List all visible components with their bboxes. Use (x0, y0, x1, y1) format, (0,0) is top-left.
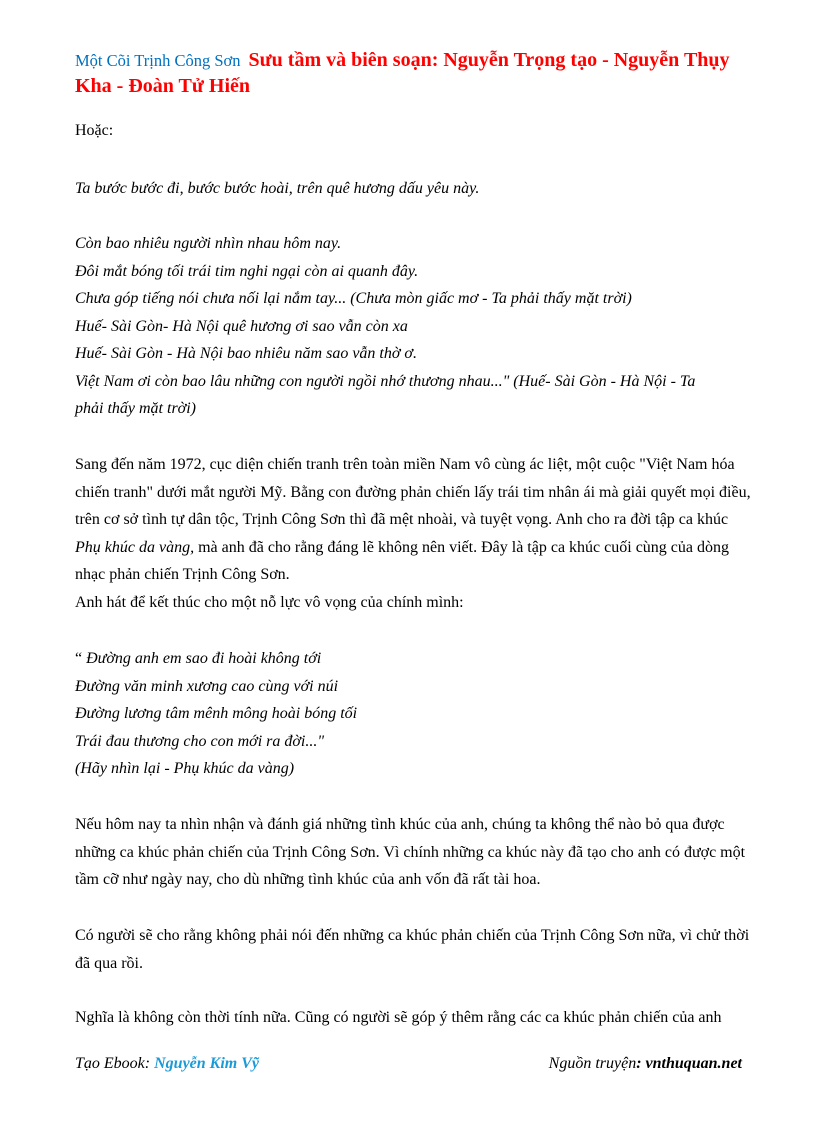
paragraph-text (75, 451, 755, 589)
paragraph-hoac (75, 117, 755, 145)
paragraph-5 (75, 1004, 755, 1032)
paragraph-text: Nghĩa là không còn thời tính nữa. Cũng có người sẽ góp ý thêm rằng các ca khúc phản chiến của anh (75, 1009, 722, 1026)
lyric-block-1 (75, 175, 755, 203)
lyric-text: Đường anh em sao đi hoài không tới (86, 650, 322, 667)
page-footer (75, 1055, 742, 1073)
paragraph-1972 (75, 451, 755, 616)
source-sep: : (636, 1055, 646, 1072)
lyric-line: (Hãy nhìn lại - Phụ khúc da vàng) (75, 760, 295, 777)
lyric-line: Huế- Sài Gòn - Hà Nội bao nhiêu năm sao vẫn thờ ơ. (75, 345, 417, 362)
ebook-sep: : (144, 1055, 155, 1072)
lyric-line: Huế- Sài Gòn- Hà Nội quê hương ơi sao vẫn còn xa (75, 317, 408, 335)
hoac-text: Hoặc: (75, 122, 114, 139)
paragraph-3 (75, 811, 755, 894)
para1-part-b: mà anh đã cho rằng đáng lẽ không nên viết. Đây là tập ca khúc cuối cùng của dòng nhạc phản chiến Trịnh Công Sơn. (75, 538, 730, 583)
paragraph-text: Anh hát để kết thúc cho một nỗ lực vô vọng của chính mình: (75, 593, 464, 611)
lyric-block-2 (75, 230, 755, 423)
lyric-line: Ta bước bước đi, bước bước hoài, trên quê hương dấu yêu này. (75, 180, 480, 197)
lyric-line: Đường lương tâm mênh mông hoài bóng tối (75, 705, 358, 722)
source-label: Nguồn truyện (548, 1055, 637, 1072)
lyric-line (75, 645, 755, 673)
lyric-line: Còn bao nhiêu người nhìn nhau hôm nay. (75, 235, 342, 252)
ebook-label: Tạo Ebook (75, 1055, 145, 1072)
ebook-name: Nguyễn Kim Vỹ (154, 1055, 259, 1072)
page-header (75, 48, 755, 100)
lyric-line: Việt Nam ơi còn bao lâu những con người ngồi nhớ thương nhau..." (Huế- Sài Gòn - Hà Nội - Ta (75, 372, 696, 390)
album-title: Phụ khúc da vàng, (75, 538, 195, 556)
paragraph-text: Nếu hôm nay ta nhìn nhận và đánh giá những tình khúc của anh, chúng ta không thể nào bỏ qua được những ca khúc phản chiến của Trịnh Công Sơn. Vì chính những ca khúc này đã tạo cho anh có được một tầm cỡ như ngày nay, cho dù những tình khúc của anh vốn đã rất tài hoa. (75, 816, 746, 888)
credits-title: Sưu tầm và biên soạn: Nguyễn Trọng tạo - Nguyễn Thụy Kha - Đoàn Tử Hiến (75, 49, 730, 97)
lyric-line: Trái đau thương cho con mới ra đời..." (75, 732, 325, 750)
paragraph-text: Có người sẽ cho rằng không phải nói đến những ca khúc phản chiến của Trịnh Công Sơn nữa, vì chử thời đã qua rồi. (75, 927, 750, 972)
source-credit (549, 1055, 742, 1073)
para1-part-a: Sang đến năm 1972, cục diện chiến tranh trên toàn miền Nam vô cùng ác liệt, một cuộc "Việt Nam hóa chiến tranh" dưới mắt người Mỹ. Bằng con đường phản chiến lấy trái tim nhân ái mà giải quyết mọi điều, trên cơ sở tình tự dân tộc, Trịnh Công Sơn thì đã mệt nhoài, và tuyệt vọng. Anh cho ra đời tập ca khúc (75, 456, 751, 528)
lyric-line: Đường văn minh xương cao cùng với núi (75, 677, 339, 695)
source-site: vnthuquan.net (645, 1055, 742, 1072)
lyric-block-3 (75, 645, 755, 783)
ebook-credit (75, 1055, 259, 1073)
paragraph-4 (75, 922, 755, 977)
lyric-line: phải thấy mặt trời) (75, 400, 196, 417)
open-quote: “ (75, 650, 87, 667)
lyric-line: Chưa góp tiếng nói chưa nối lại nắm tay... (Chưa mòn giấc mơ - Ta phải thấy mặt trời) (75, 290, 632, 307)
book-title: Một Cõi Trịnh Công Sơn (75, 51, 241, 70)
lyric-line: Đôi mắt bóng tối trái tim nghi ngại còn ai quanh đây. (75, 262, 419, 280)
